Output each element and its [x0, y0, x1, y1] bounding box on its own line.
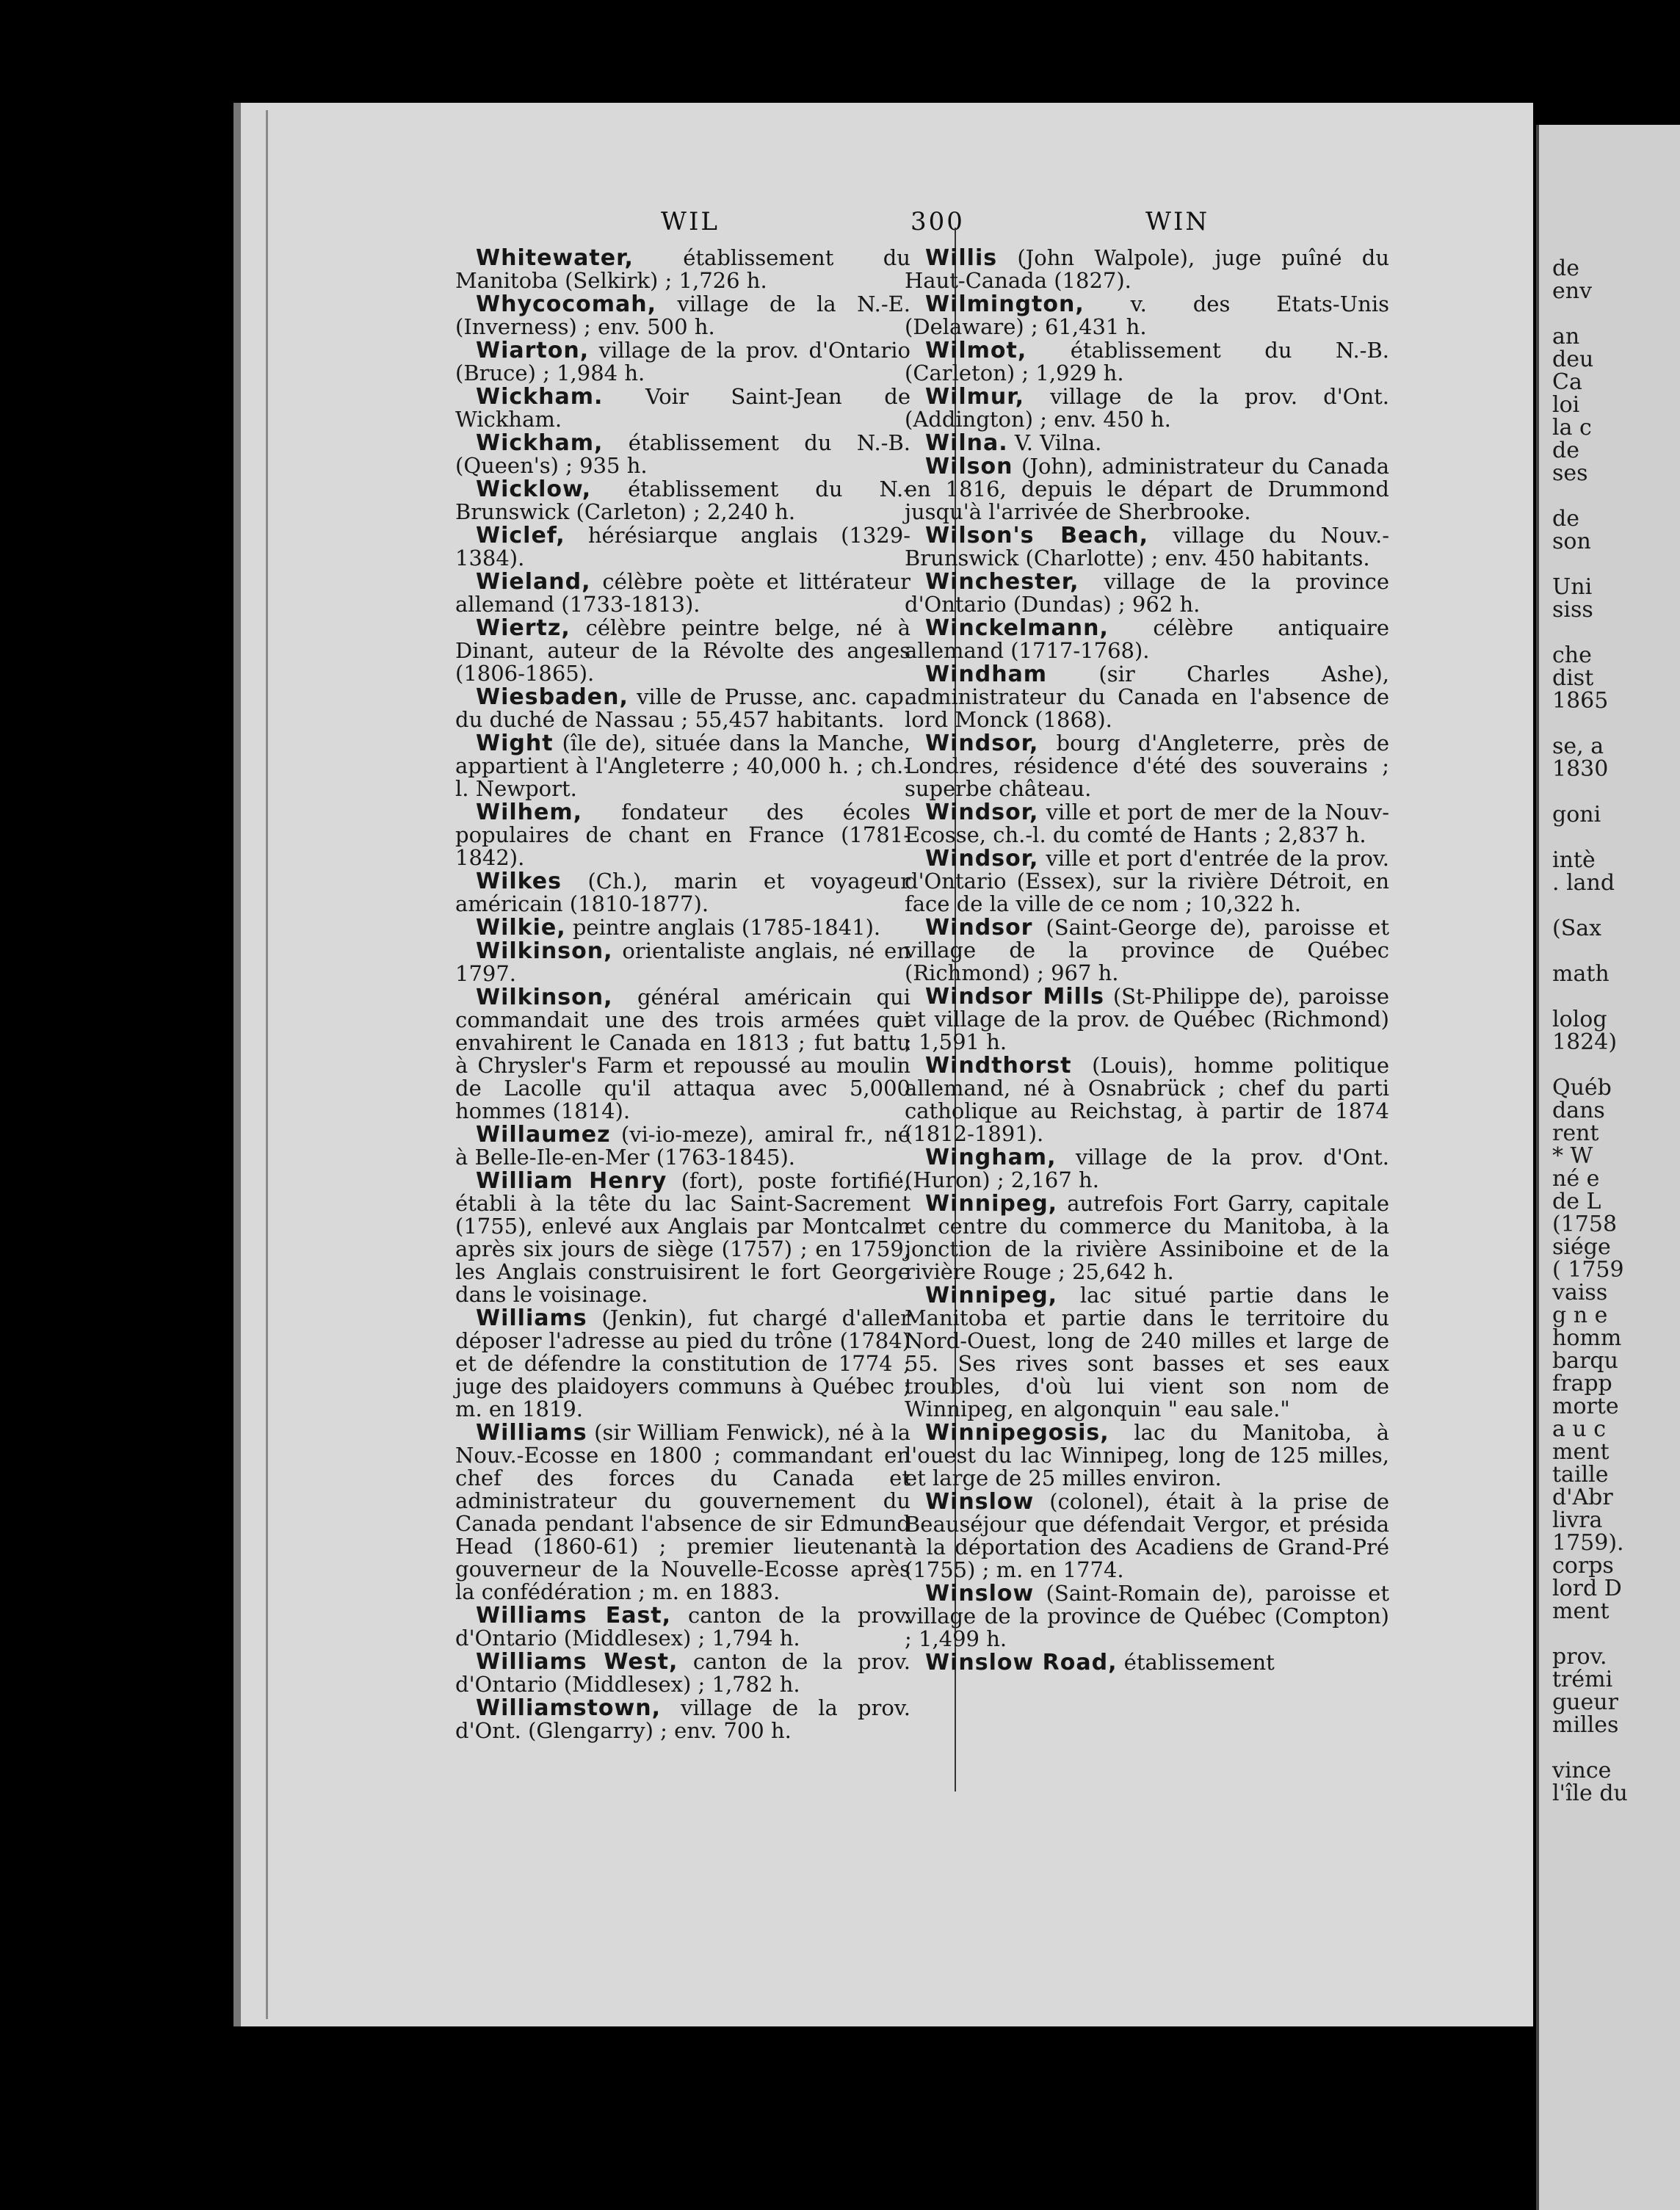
fragment-line: math [1552, 961, 1610, 987]
entry-headword: Wilkie, [476, 915, 566, 941]
entry-text: village de la prov. d'Ontario (Bruce) ; 1,984 h. [455, 338, 910, 385]
entry-text: canton de la prov. d'Ontario (Middlesex) ; 1,794 h. [455, 1603, 910, 1651]
fragment-line: de [1552, 506, 1579, 532]
dictionary-entry [455, 478, 910, 523]
fragment-line: l'île du [1552, 1780, 1628, 1806]
fragment-line: g n e [1552, 1303, 1608, 1328]
entry-text: ville et port d'entrée de la prov. d'Ontario (Essex), sur la rivière Détroit, en face de la ville de ce nom ; 10,322 h. [905, 846, 1389, 916]
entry-text: (sir William Fenwick), né à la Nouv.-Ecosse en 1800 ; commandant en chef des forces du Canada et administrateur du gouvernement du Canada pendant l'absence de sir Edmund Head (1860-61) ; premier lieutenant-gouverneur de la Nouvelle-Ecosse après la confédération ; m. en 1883. [455, 1420, 910, 1604]
fragment-line: de L [1552, 1189, 1601, 1214]
dictionary-entry [455, 1697, 910, 1742]
fragment-line: intè [1552, 847, 1596, 873]
entry-text: (Ch.), marin et voyageur américain (1810-1877). [455, 869, 910, 916]
fragment-line: milles [1552, 1712, 1619, 1738]
entry-headword: Wilna. [925, 430, 1008, 456]
dictionary-entry [455, 293, 910, 338]
entry-headword: Winnipeg, [925, 1191, 1058, 1217]
entry-text: (Saint-George de), paroisse et village de la province de Québec (Richmond) ; 967 h. [905, 915, 1389, 985]
fragment-line: ment [1552, 1439, 1610, 1465]
left-column [455, 247, 910, 1743]
entry-headword: Wight [476, 731, 554, 756]
entry-text: (St-Philippe de), paroisse et village de la prov. de Québec (Richmond) ; 1,591 h. [905, 984, 1389, 1054]
fragment-line: siége [1552, 1234, 1611, 1260]
dictionary-entry [905, 916, 1389, 985]
fragment-line: deu [1552, 347, 1594, 372]
dictionary-entry [905, 1490, 1389, 1582]
entry-headword: Windsor Mills [925, 984, 1105, 1010]
dictionary-entry [905, 1284, 1389, 1421]
entry-text: village de la N.-E. (Inverness) ; env. 500 h. [455, 291, 910, 339]
dictionary-entry [905, 1421, 1389, 1490]
dictionary-entry [905, 1192, 1389, 1283]
dictionary-entry [455, 1604, 910, 1650]
entry-text: peintre anglais (1785-1841). [565, 915, 881, 940]
entry-text: Voir Saint-Jean de Wickham. [455, 384, 910, 432]
entry-headword: Wilson [925, 454, 1013, 479]
entry-headword: Windsor, [925, 731, 1039, 756]
fragment-line [1539, 485, 1680, 507]
entry-headword: William Henry [476, 1168, 667, 1194]
entry-headword: Whitewater, [476, 245, 634, 271]
entry-text: (colonel), était à la prise de Beauséjour que défendait Vergor, et présida à la déportation des Acadiens de Grand-Pré (1755) ; m. en 1774. [905, 1489, 1389, 1582]
fragment-line [1539, 940, 1680, 963]
fragment-line: gueur [1552, 1689, 1618, 1715]
dictionary-entry [455, 916, 910, 939]
dictionary-entry [455, 247, 910, 292]
fragment-line: corps [1552, 1553, 1614, 1579]
entry-headword: Wickham. [476, 384, 604, 410]
fragment-line: che [1552, 642, 1592, 668]
fragment-line [1539, 621, 1680, 644]
entry-headword: Winnipeg, [925, 1283, 1058, 1308]
fragment-line: vince [1552, 1758, 1612, 1783]
entry-text: bourg d'Angleterre, près de Londres, résidence d'été des souverains ; superbe château. [905, 731, 1389, 801]
fragment-line: livra [1552, 1507, 1603, 1533]
entry-text: village de la prov. d'Ont. (Glengarry) ; env. 700 h. [455, 1695, 910, 1743]
fragment-line [1539, 553, 1680, 576]
fragment-line: ( 1759 [1552, 1257, 1624, 1283]
fragment-line: ses [1552, 460, 1588, 486]
entry-text: établissement [1117, 1650, 1275, 1675]
dictionary-entry [905, 1146, 1389, 1192]
entry-headword: Winslow Road, [925, 1650, 1118, 1675]
entry-headword: Williams [476, 1420, 587, 1446]
dictionary-entry [455, 986, 910, 1123]
fragment-line: se, a [1552, 733, 1604, 759]
dictionary-entry [455, 617, 910, 685]
dictionary-entry [905, 339, 1389, 385]
entry-headword: Wilmot, [925, 338, 1027, 363]
entry-headword: Wilmur, [925, 384, 1025, 410]
fragment-line: prov. [1552, 1644, 1607, 1670]
fragment-line: an [1552, 324, 1580, 349]
page-margin-rule [266, 110, 268, 2019]
entry-text: (Jenkin), fut chargé d'aller déposer l'adresse au pied du trône (1784) et de défendre la constitution de 1774 ; juge des plaidoyers communs à Québec ; m. en 1819. [455, 1305, 910, 1421]
running-head-left: WIL [661, 207, 720, 236]
entry-headword: Wiesbaden, [476, 684, 629, 710]
page-number: 300 [910, 207, 965, 236]
dictionary-entry [455, 1421, 910, 1604]
entry-headword: Winslow [925, 1581, 1035, 1606]
entry-text: ville et port de mer de la Nouv-Ecosse, ch.-l. du comté de Hants ; 2,837 h. [905, 800, 1389, 847]
fragment-line: Québ [1552, 1075, 1612, 1101]
fragment-line: Ca [1552, 369, 1582, 395]
entry-text: village du Nouv.-Brunswick (Charlotte) ; env. 450 habitants. [905, 523, 1389, 570]
dictionary-entry [905, 524, 1389, 570]
entry-headword: Windthorst [925, 1053, 1072, 1079]
fragment-line [1539, 1623, 1680, 1645]
fragment-line [1539, 826, 1680, 849]
dictionary-entry [455, 385, 910, 431]
dictionary-entry [455, 801, 910, 869]
entry-headword: Wiclef, [476, 523, 565, 548]
dictionary-entry [455, 1307, 910, 1421]
entry-text: ville de Prusse, anc. cap. du duché de Nassau ; 55,457 habitants. [455, 684, 910, 732]
entry-text: village de la prov. d'Ont. (Addington) ; env. 450 h. [905, 384, 1389, 432]
entry-headword: Winslow [925, 1489, 1035, 1515]
entry-text: lac situé partie dans le Manitoba et partie dans le territoire du Nord-Ouest, long de 240 milles et large de 55. Ses rives sont basses et ses eaux troubles, d'où lui vient son nom de Winnipeg, en algonquin " eau sale." [905, 1283, 1389, 1421]
entry-text: célèbre peintre belge, né à Dinant, auteur de la Révolte des anges (1806-1865). [455, 615, 910, 686]
dictionary-entry [455, 570, 910, 616]
entry-text: canton de la prov. d'Ontario (Middlesex) ; 1,782 h. [455, 1649, 910, 1697]
fragment-line: d'Abr [1552, 1485, 1613, 1510]
fragment-line [1539, 780, 1680, 803]
dictionary-entry [905, 1651, 1389, 1674]
entry-text: établissement du N.-B. (Queen's) ; 935 h. [455, 430, 910, 478]
fragment-line: lolog [1552, 1007, 1607, 1032]
entry-text: orientaliste anglais, né en 1797. [455, 938, 910, 986]
entry-headword: Windsor [925, 915, 1033, 941]
fragment-line: son [1552, 529, 1591, 554]
fragment-line: env [1552, 278, 1593, 304]
dictionary-entry [905, 293, 1389, 338]
dictionary-entry [905, 847, 1389, 916]
entry-headword: Whycocomah, [476, 291, 657, 317]
entry-headword: Winckelmann, [925, 615, 1109, 641]
fragment-line: né e [1552, 1166, 1600, 1192]
fragment-line [1539, 712, 1680, 735]
entry-headword: Willis [925, 245, 998, 271]
dictionary-entry [905, 1054, 1389, 1145]
fragment-line [1539, 1736, 1680, 1759]
entry-headword: Wilkinson, [476, 938, 613, 964]
entry-headword: Wilkes [476, 869, 562, 894]
entry-text: célèbre poète et littérateur allemand (1733-1813). [455, 569, 910, 617]
entry-text: (île de), située dans la Manche, appartient à l'Angleterre ; 40,000 h. ; ch.-l. Newport. [455, 731, 910, 801]
fragment-line: 1865 [1552, 688, 1609, 714]
entry-text: V. Vilna. [1007, 430, 1102, 455]
fragment-line: homm [1552, 1325, 1622, 1351]
entry-text: autrefois Fort Garry, capitale et centre du commerce du Manitoba, à la jonction de la rivière Assiniboine et de la rivière Rouge ; 25,642 h. [905, 1191, 1389, 1284]
entry-text: (vi-io-meze), amiral fr., né à Belle-Ile-en-Mer (1763-1845). [455, 1122, 910, 1170]
entry-text: (fort), poste fortifié, établi à la tête du lac Saint-Sacrement (1755), enlevé aux Anglais par Montcalm après six jours de siège (1757) ; en 1759, les Anglais construisirent le fort George dans le voisinage. [455, 1168, 910, 1307]
fragment-line: taille [1552, 1462, 1609, 1488]
dictionary-entry [455, 1123, 910, 1169]
dictionary-entry [905, 663, 1389, 731]
dictionary-entry [455, 524, 910, 570]
dictionary-entry [455, 339, 910, 385]
right-column [905, 247, 1389, 1675]
entry-headword: Windsor, [925, 846, 1039, 872]
dictionary-entry [905, 1582, 1389, 1651]
entry-headword: Willaumez [476, 1122, 611, 1148]
dictionary-entry [905, 247, 1389, 292]
running-head-right: WIN [1145, 207, 1210, 236]
entry-headword: Wiarton, [476, 338, 590, 363]
fragment-line: ment [1552, 1598, 1610, 1624]
dictionary-entry [905, 570, 1389, 616]
dictionary-entry [455, 870, 910, 916]
dictionary-entry [905, 617, 1389, 662]
entry-headword: Wicklow, [476, 477, 592, 502]
entry-headword: Williams East, [476, 1603, 672, 1628]
entry-headword: Williams [476, 1305, 587, 1331]
fragment-line: a u c [1552, 1416, 1607, 1442]
fragment-line: lord D [1552, 1576, 1622, 1601]
dictionary-entry [905, 801, 1389, 847]
entry-text: célèbre antiquaire allemand (1717-1768). [905, 615, 1389, 663]
entry-text: (John), administrateur du Canada en 1816, depuis le départ de Drummond jusqu'à l'arrivée de Sherbrooke. [905, 454, 1389, 524]
fragment-line: dist [1552, 665, 1594, 691]
fragment-line [1539, 302, 1680, 325]
dictionary-entry [905, 385, 1389, 431]
fragment-line: de [1552, 438, 1579, 463]
entry-text: établissement du Manitoba (Selkirk) ; 1,726 h. [455, 245, 910, 293]
entry-text: (sir Charles Ashe), administrateur du Canada en l'absence de lord Monck (1868). [905, 662, 1389, 732]
fragment-line: siss [1552, 597, 1593, 623]
entry-text: (Louis), homme politique allemand, né à Osnabrück ; chef du parti catholique au Reichstag, à partir de 1874 (1812-1891). [905, 1053, 1389, 1146]
entry-text: fondateur des écoles populaires de chant en France (1781-1842). [455, 800, 910, 870]
fragment-line [1539, 1054, 1680, 1076]
dictionary-entry [455, 940, 910, 985]
fragment-line: vaiss [1552, 1280, 1608, 1305]
entry-text: général américain qui commandait une des trois armées qui envahirent le Canada en 1813 ; fut battu à Chrysler's Farm et repoussé au moulin de Lacolle qu'il attaqua avec 5,000 hommes (1814). [455, 985, 910, 1123]
entry-text: hérésiarque anglais (1329-1384). [455, 523, 910, 570]
fragment-line: * W [1552, 1143, 1593, 1169]
fragment-line: (1758 [1552, 1211, 1618, 1237]
fragment-line: morte [1552, 1394, 1619, 1419]
dictionary-entry [455, 1651, 910, 1696]
entry-headword: Winchester, [925, 569, 1079, 595]
fragment-line: rent [1552, 1120, 1599, 1146]
fragment-line: barqu [1552, 1348, 1618, 1374]
fragment-line: 1830 [1552, 756, 1609, 782]
fragment-line: . land [1552, 870, 1615, 896]
entry-headword: Wiertz, [476, 615, 571, 641]
entry-text: v. des Etats-Unis (Delaware) ; 61,431 h. [905, 291, 1389, 339]
entry-text: village de la prov. d'Ont. (Huron) ; 2,167 h. [905, 1145, 1389, 1192]
fragment-line: loi [1552, 392, 1580, 418]
dictionary-entry [455, 732, 910, 800]
dictionary-entry [455, 1170, 910, 1306]
entry-text: (John Walpole), juge puîné du Haut-Canada (1827). [905, 245, 1389, 293]
dictionary-entry [905, 732, 1389, 800]
fragment-line: 1824) [1552, 1029, 1618, 1055]
fragment-line: de [1552, 256, 1579, 281]
fragment-line: goni [1552, 802, 1601, 827]
next-page-fragment [1536, 125, 1680, 2210]
entry-headword: Wieland, [476, 569, 591, 595]
fragment-line: Uni [1552, 574, 1593, 600]
fragment-line: frapp [1552, 1371, 1612, 1396]
entry-headword: Wilson's Beach, [925, 523, 1149, 548]
entry-text: (Saint-Romain de), paroisse et village de la province de Québec (Compton) ; 1,499 h. [905, 1581, 1389, 1651]
dictionary-entry [905, 985, 1389, 1054]
entry-headword: Windham [925, 662, 1048, 687]
fragment-line: (Sax [1552, 916, 1602, 941]
entry-text: village de la province d'Ontario (Dundas) ; 962 h. [905, 569, 1389, 617]
entry-headword: Winnipegosis, [925, 1420, 1109, 1446]
entry-headword: Wingham, [925, 1145, 1057, 1170]
dictionary-entry [905, 455, 1389, 523]
entry-headword: Windsor, [925, 800, 1039, 825]
entry-headword: Wickham, [476, 430, 604, 456]
fragment-line: trémi [1552, 1667, 1613, 1692]
entry-text: lac du Manitoba, à l'ouest du lac Winnipeg, long de 125 milles, et large de 25 milles environ. [905, 1420, 1389, 1490]
fragment-line: dans [1552, 1098, 1605, 1123]
entry-text: établissement du N.-B. (Carleton) ; 1,929 h. [905, 338, 1389, 385]
fragment-line: 1759). [1552, 1530, 1624, 1556]
dictionary-entry [455, 432, 910, 477]
fragment-line [1539, 894, 1680, 917]
fragment-line [1539, 985, 1680, 1008]
fragment-line: la c [1552, 415, 1592, 441]
entry-headword: Wilkinson, [476, 985, 613, 1010]
dictionary-entry [455, 686, 910, 731]
entry-headword: Wilhem, [476, 800, 583, 825]
entry-headword: Williams West, [476, 1649, 678, 1675]
dictionary-entry [905, 432, 1389, 454]
entry-headword: Wilmington, [925, 291, 1085, 317]
entry-text: établissement du N.-Brunswick (Carleton) ; 2,240 h. [455, 477, 910, 524]
entry-headword: Williamstown, [476, 1695, 662, 1721]
